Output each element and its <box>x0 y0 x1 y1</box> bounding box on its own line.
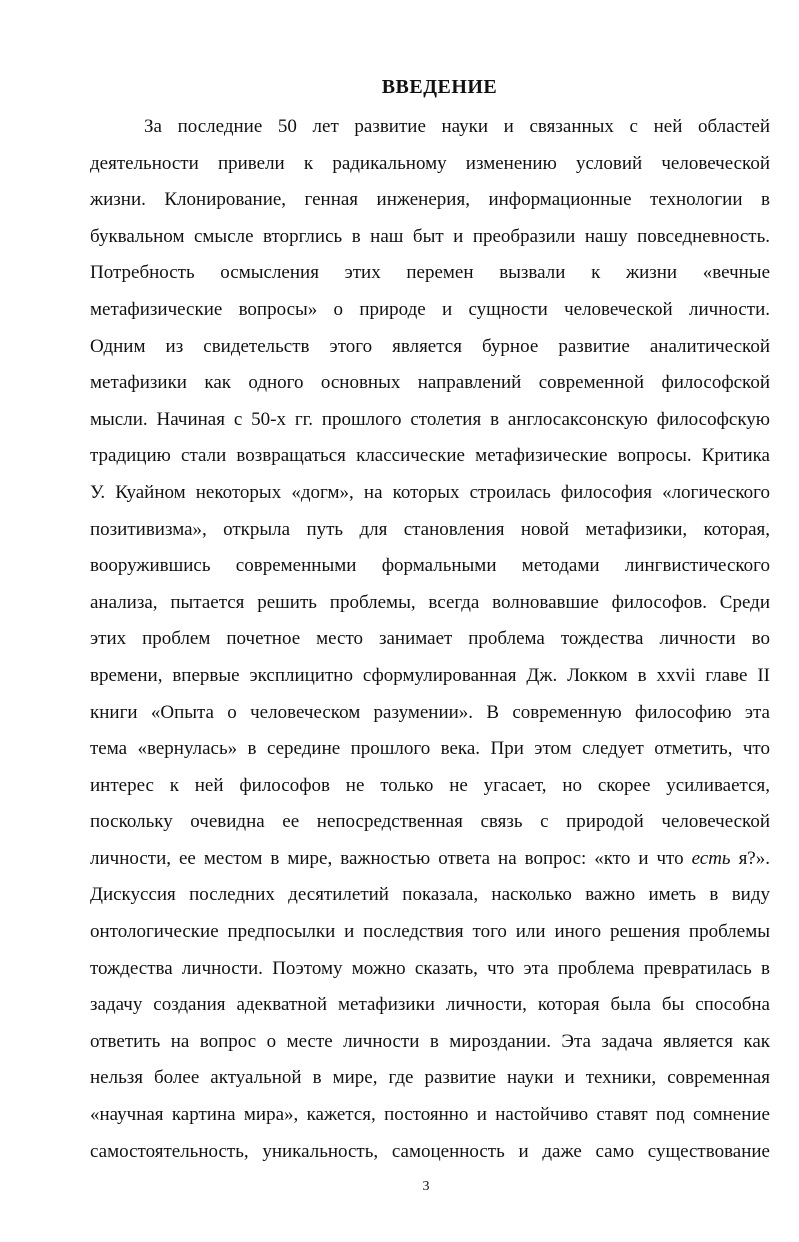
text-line: задачу создания адекватной метафизики личности, которая была бы способна <box>90 994 770 1016</box>
text-line: У. Куайном некоторых «догм», на которых строилась философия «логического <box>90 481 770 503</box>
text-line: Дискуссия последних десятилетий показала, насколько важно иметь в виду <box>90 884 770 906</box>
text-line: тождества личности. Поэтому можно сказать, что эта проблема превратилась в <box>90 957 770 979</box>
page-title: ВВЕДЕНИЕ <box>381 76 498 98</box>
page-number: 3 <box>422 1179 430 1194</box>
text-line-emphasis <box>90 841 770 878</box>
emphasis-word: есть <box>691 847 731 869</box>
text-line: традицию стали возвращаться классические метафизические вопросы. Критика <box>90 445 770 467</box>
text-line: буквальном смысле вторглись в наш быт и преобразили нашу повседневность. <box>90 225 770 247</box>
text-line: метафизики как одного основных направлений современной философской <box>90 372 770 394</box>
text-line: ответить на вопрос о месте личности в мироздании. Эта задача является как <box>90 1030 770 1052</box>
text-line: Одним из свидетельств этого является бурное развитие аналитической <box>90 335 770 357</box>
text-fragment: я?». <box>730 847 770 869</box>
text-line: книги «Опыта о человеческом разумении». В современную философию эта <box>90 701 770 723</box>
text-line: нельзя более актуальной в мире, где развитие науки и техники, современная <box>90 1067 770 1089</box>
text-line: метафизические вопросы» о природе и сущности человеческой личности. <box>90 298 770 320</box>
text-line: Потребность осмысления этих перемен вызвали к жизни «вечные <box>90 262 770 284</box>
text-line: вооружившись современными формальными методами лингвистического <box>90 555 770 577</box>
text-line: мысли. Начиная с 50-х гг. прошлого столетия в англосаксонскую философскую <box>90 408 770 430</box>
text-line: позитивизма», открыла путь для становления новой метафизики, которая, <box>90 518 770 540</box>
text-line: деятельности привели к радикальному изменению условий человеческой <box>90 152 770 174</box>
text-line: За последние 50 лет развитие науки и связанных с ней областей <box>144 116 770 137</box>
text-line: интерес к ней философов не только не угасает, но скорее усиливается, <box>90 774 770 796</box>
body-text <box>90 109 770 1170</box>
text-line: жизни. Клонирование, генная инженерия, информационные технологии в <box>90 189 770 211</box>
text-line: «научная картина мира», кажется, постоянно и настойчиво ставят под сомнение <box>90 1104 770 1126</box>
text-line: поскольку очевидна ее непосредственная связь с природой человеческой <box>90 811 770 833</box>
text-fragment: личности, ее местом в мире, важностью ответа на вопрос: «кто и что <box>90 847 692 869</box>
text-line: анализа, пытается решить проблемы, всегда волновавшие философов. Среди <box>90 591 770 613</box>
text-line: тема «вернулась» в середине прошлого века. При этом следует отметить, что <box>90 738 770 760</box>
text-line: времени, впервые эксплицитно сформулированная Дж. Локком в xxvii главе II <box>90 664 770 686</box>
text-line: онтологические предпосылки и последствия того или иного решения проблемы <box>90 921 770 943</box>
text-line: этих проблем почетное место занимает проблема тождества личности во <box>90 628 770 650</box>
text-line: самостоятельность, уникальность, самоценность и даже само существование <box>90 1140 770 1162</box>
